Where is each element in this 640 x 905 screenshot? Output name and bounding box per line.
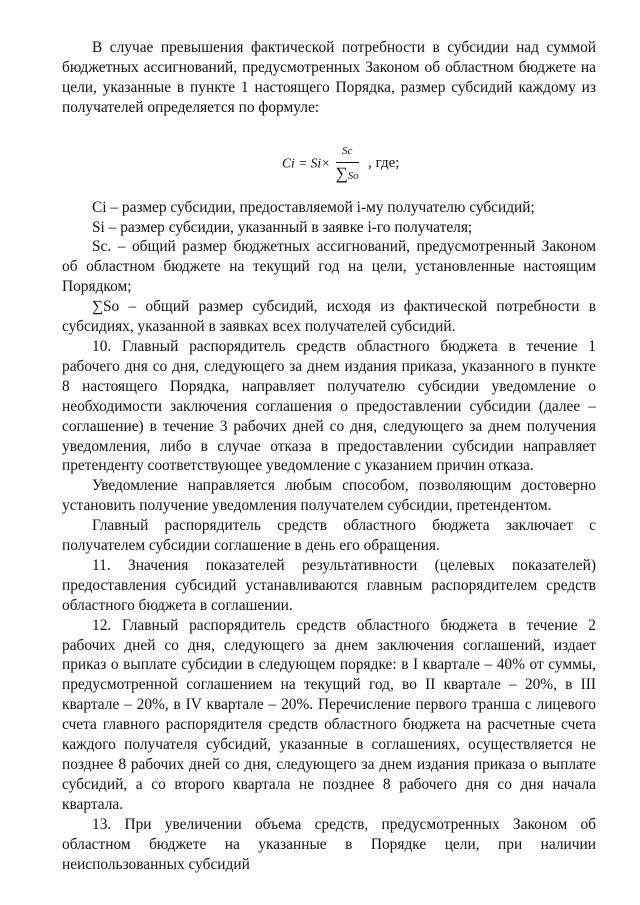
formula-tail: , где; [368, 155, 400, 172]
formula [62, 130, 596, 182]
definition-ci: Ci – размер субсидии, предоставляемой i-му получателю субсидий; [92, 198, 535, 216]
formula-definitions [62, 198, 596, 337]
paragraph-main-distributor: Главный распорядитель средств областного бюджета заключает с получателем субсидии соглашение в день его обращения. [62, 517, 596, 555]
formula-denominator [336, 163, 359, 187]
paragraph-formula-intro: В случае превышения фактической потребности в субсидии над суммой бюджетных ассигнований, предусмотренных Законом об областном бюджете на цели, указанные в пункте 1 настоящего Порядка, размер субсидий каждому из получателей определяется по формуле: [62, 39, 596, 116]
paragraph-13: 13. При увеличении объема средств, предусмотренных Законом об областном бюджете на указанные в Порядке цели, при наличии неиспользованных субсидий [62, 815, 596, 873]
document-page [62, 38, 596, 874]
definition-si: Si – размер субсидии, указанный в заявке i-го получателя; [92, 218, 473, 236]
paragraph-10: 10. Главный распорядитель средств областного бюджета в течение 1 рабочего дня со дня, следующего за днем издания приказа, указанного в пункте 8 настоящего Порядка, направляет получателю субсидии уведомление о необходимости заключения соглашения о предоставлении субсидии (далее – соглашение) в течение 3 рабочих дней со дня, следующего за днем получения уведомления, либо в случае отказа в предоставлении субсидии направляет претенденту соответствующее уведомление с указанием причин отказа. [62, 337, 596, 475]
formula-expression [282, 142, 399, 187]
paragraph-11: 11. Значения показателей результативности (целевых показателей) предоставления субсидий устанавливаются главным распорядителем средств областного бюджета в соглашении. [62, 556, 596, 614]
formula-fraction [336, 142, 359, 187]
paragraph-notice: Уведомление направляется любым способом, позволяющим достоверно установить получение уведомления получателем субсидии, претендентом. [62, 477, 596, 515]
sum-symbol: ∑ [335, 163, 348, 183]
formula-denominator-term: So [347, 169, 359, 182]
definition-sc: Sc. – общий размер бюджетных ассигнований, предусмотренный Законом об областном бюджете на текущий год на цели, установленные настоящим Порядком; [62, 238, 596, 296]
formula-numerator: Sc [336, 142, 359, 163]
definition-so: ∑So – общий размер субсидий, исходя из фактической потребности в субсидиях, указанной в заявках всех получателей субсидий. [62, 298, 596, 336]
formula-lhs: Ci = Si× [282, 155, 331, 171]
paragraph-12: 12. Главный распорядитель средств областного бюджета в течение 2 рабочих дней со дня, следующего за днем заключения соглашений, издает приказ о выплате субсидии в следующем порядке: в I квартале – 40% от суммы, предусмотренной соглашением на текущий год, во II квартале – 20%, в III квартале – 20%, в IV квартале – 20%. Перечисление первого транша с лицевого счета главного распорядителя средств областного бюджета на расчетные счета каждого получателя субсидий, указанные в соглашениях, осуществляется не позднее 8 рабочих дней со дня, следующего за днем издания приказа о выплате субсидий, а со второго квартала не позднее 8 рабочего дня со дня начала квартала. [62, 616, 596, 813]
